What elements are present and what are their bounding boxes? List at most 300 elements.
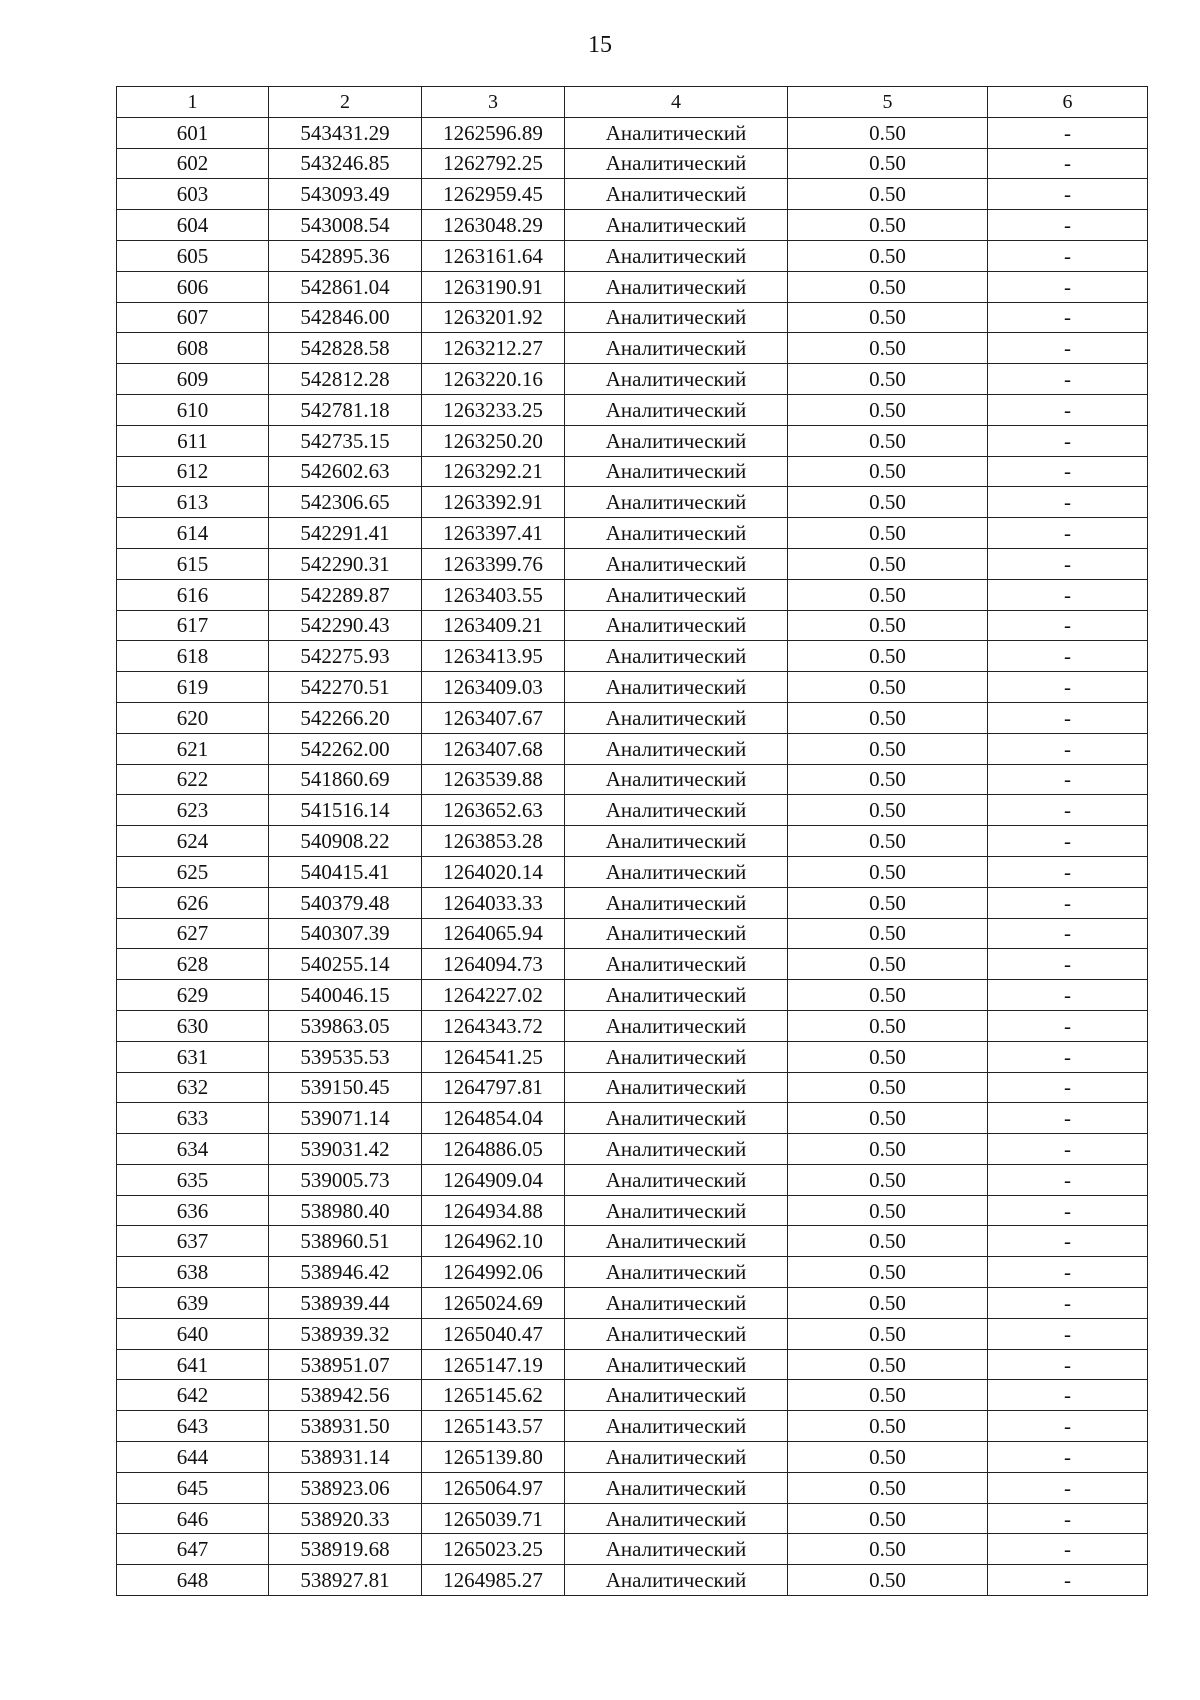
note-cell: - xyxy=(988,1072,1148,1103)
note-cell: - xyxy=(988,333,1148,364)
x-coordinate-cell: 538960.51 xyxy=(269,1226,422,1257)
x-coordinate-cell: 540046.15 xyxy=(269,980,422,1011)
table-row xyxy=(117,856,1148,887)
x-coordinate-cell: 539535.53 xyxy=(269,1041,422,1072)
point-number-cell: 615 xyxy=(117,548,269,579)
accuracy-cell: 0.50 xyxy=(788,548,988,579)
accuracy-cell: 0.50 xyxy=(788,1472,988,1503)
table-row xyxy=(117,949,1148,980)
accuracy-cell: 0.50 xyxy=(788,1195,988,1226)
note-cell: - xyxy=(988,918,1148,949)
accuracy-cell: 0.50 xyxy=(788,702,988,733)
y-coordinate-cell: 1265145.62 xyxy=(422,1380,565,1411)
x-coordinate-cell: 542602.63 xyxy=(269,456,422,487)
note-cell: - xyxy=(988,1041,1148,1072)
table-row xyxy=(117,148,1148,179)
method-cell: Аналитический xyxy=(565,826,788,857)
y-coordinate-cell: 1263190.91 xyxy=(422,271,565,302)
y-coordinate-cell: 1264033.33 xyxy=(422,887,565,918)
note-cell: - xyxy=(988,1164,1148,1195)
table-row xyxy=(117,980,1148,1011)
y-coordinate-cell: 1265039.71 xyxy=(422,1503,565,1534)
table-row xyxy=(117,1041,1148,1072)
table-row xyxy=(117,887,1148,918)
point-number-cell: 626 xyxy=(117,887,269,918)
method-cell: Аналитический xyxy=(565,856,788,887)
point-number-cell: 646 xyxy=(117,1503,269,1534)
accuracy-cell: 0.50 xyxy=(788,1010,988,1041)
table-body xyxy=(117,117,1148,1595)
x-coordinate-cell: 543246.85 xyxy=(269,148,422,179)
note-cell: - xyxy=(988,1134,1148,1165)
x-coordinate-cell: 541516.14 xyxy=(269,795,422,826)
table-row xyxy=(117,333,1148,364)
table-row xyxy=(117,1442,1148,1473)
accuracy-cell: 0.50 xyxy=(788,1288,988,1319)
y-coordinate-cell: 1264065.94 xyxy=(422,918,565,949)
table-header xyxy=(117,87,1148,118)
x-coordinate-cell: 542289.87 xyxy=(269,579,422,610)
x-coordinate-cell: 538942.56 xyxy=(269,1380,422,1411)
y-coordinate-cell: 1264985.27 xyxy=(422,1565,565,1596)
y-coordinate-cell: 1264909.04 xyxy=(422,1164,565,1195)
point-number-cell: 639 xyxy=(117,1288,269,1319)
accuracy-cell: 0.50 xyxy=(788,1134,988,1165)
y-coordinate-cell: 1263397.41 xyxy=(422,518,565,549)
note-cell: - xyxy=(988,394,1148,425)
x-coordinate-cell: 538931.50 xyxy=(269,1411,422,1442)
note-cell: - xyxy=(988,641,1148,672)
x-coordinate-cell: 542895.36 xyxy=(269,240,422,271)
note-cell: - xyxy=(988,610,1148,641)
point-number-cell: 635 xyxy=(117,1164,269,1195)
y-coordinate-cell: 1265147.19 xyxy=(422,1349,565,1380)
y-coordinate-cell: 1263201.92 xyxy=(422,302,565,333)
accuracy-cell: 0.50 xyxy=(788,271,988,302)
note-cell: - xyxy=(988,764,1148,795)
note-cell: - xyxy=(988,1565,1148,1596)
accuracy-cell: 0.50 xyxy=(788,117,988,148)
method-cell: Аналитический xyxy=(565,1472,788,1503)
y-coordinate-cell: 1264227.02 xyxy=(422,980,565,1011)
y-coordinate-cell: 1263212.27 xyxy=(422,333,565,364)
x-coordinate-cell: 538980.40 xyxy=(269,1195,422,1226)
note-cell: - xyxy=(988,949,1148,980)
y-coordinate-cell: 1263399.76 xyxy=(422,548,565,579)
x-coordinate-cell: 538923.06 xyxy=(269,1472,422,1503)
y-coordinate-cell: 1264343.72 xyxy=(422,1010,565,1041)
accuracy-cell: 0.50 xyxy=(788,826,988,857)
x-coordinate-cell: 542735.15 xyxy=(269,425,422,456)
note-cell: - xyxy=(988,795,1148,826)
y-coordinate-cell: 1263048.29 xyxy=(422,210,565,241)
point-number-cell: 645 xyxy=(117,1472,269,1503)
table-row xyxy=(117,456,1148,487)
note-cell: - xyxy=(988,1318,1148,1349)
accuracy-cell: 0.50 xyxy=(788,949,988,980)
table-row xyxy=(117,394,1148,425)
table-row xyxy=(117,579,1148,610)
method-cell: Аналитический xyxy=(565,240,788,271)
point-number-cell: 611 xyxy=(117,425,269,456)
point-number-cell: 638 xyxy=(117,1257,269,1288)
point-number-cell: 637 xyxy=(117,1226,269,1257)
table-row xyxy=(117,518,1148,549)
point-number-cell: 601 xyxy=(117,117,269,148)
table-row xyxy=(117,1472,1148,1503)
accuracy-cell: 0.50 xyxy=(788,795,988,826)
point-number-cell: 620 xyxy=(117,702,269,733)
method-cell: Аналитический xyxy=(565,1380,788,1411)
method-cell: Аналитический xyxy=(565,1134,788,1165)
accuracy-cell: 0.50 xyxy=(788,1226,988,1257)
accuracy-cell: 0.50 xyxy=(788,148,988,179)
y-coordinate-cell: 1264962.10 xyxy=(422,1226,565,1257)
note-cell: - xyxy=(988,702,1148,733)
method-cell: Аналитический xyxy=(565,210,788,241)
method-cell: Аналитический xyxy=(565,1534,788,1565)
table-row xyxy=(117,1072,1148,1103)
accuracy-cell: 0.50 xyxy=(788,764,988,795)
method-cell: Аналитический xyxy=(565,1072,788,1103)
accuracy-cell: 0.50 xyxy=(788,179,988,210)
point-number-cell: 627 xyxy=(117,918,269,949)
point-number-cell: 632 xyxy=(117,1072,269,1103)
x-coordinate-cell: 540379.48 xyxy=(269,887,422,918)
method-cell: Аналитический xyxy=(565,1041,788,1072)
accuracy-cell: 0.50 xyxy=(788,210,988,241)
x-coordinate-cell: 538927.81 xyxy=(269,1565,422,1596)
method-cell: Аналитический xyxy=(565,425,788,456)
y-coordinate-cell: 1264541.25 xyxy=(422,1041,565,1072)
y-coordinate-cell: 1263292.21 xyxy=(422,456,565,487)
point-number-cell: 630 xyxy=(117,1010,269,1041)
accuracy-cell: 0.50 xyxy=(788,1503,988,1534)
table-row xyxy=(117,1257,1148,1288)
coordinates-table xyxy=(116,86,1148,1596)
point-number-cell: 621 xyxy=(117,733,269,764)
y-coordinate-cell: 1264992.06 xyxy=(422,1257,565,1288)
accuracy-cell: 0.50 xyxy=(788,364,988,395)
x-coordinate-cell: 542290.43 xyxy=(269,610,422,641)
column-header-4: 4 xyxy=(565,87,788,118)
y-coordinate-cell: 1262596.89 xyxy=(422,117,565,148)
note-cell: - xyxy=(988,1288,1148,1319)
y-coordinate-cell: 1264854.04 xyxy=(422,1103,565,1134)
y-coordinate-cell: 1264797.81 xyxy=(422,1072,565,1103)
y-coordinate-cell: 1265040.47 xyxy=(422,1318,565,1349)
y-coordinate-cell: 1263539.88 xyxy=(422,764,565,795)
x-coordinate-cell: 538919.68 xyxy=(269,1534,422,1565)
y-coordinate-cell: 1263233.25 xyxy=(422,394,565,425)
table-row xyxy=(117,672,1148,703)
y-coordinate-cell: 1263652.63 xyxy=(422,795,565,826)
point-number-cell: 633 xyxy=(117,1103,269,1134)
accuracy-cell: 0.50 xyxy=(788,1380,988,1411)
accuracy-cell: 0.50 xyxy=(788,1442,988,1473)
x-coordinate-cell: 542861.04 xyxy=(269,271,422,302)
note-cell: - xyxy=(988,210,1148,241)
x-coordinate-cell: 539863.05 xyxy=(269,1010,422,1041)
accuracy-cell: 0.50 xyxy=(788,1565,988,1596)
table-row xyxy=(117,1288,1148,1319)
note-cell: - xyxy=(988,487,1148,518)
point-number-cell: 647 xyxy=(117,1534,269,1565)
table-row xyxy=(117,733,1148,764)
table-row xyxy=(117,641,1148,672)
table-row xyxy=(117,826,1148,857)
y-coordinate-cell: 1265143.57 xyxy=(422,1411,565,1442)
accuracy-cell: 0.50 xyxy=(788,394,988,425)
y-coordinate-cell: 1263407.67 xyxy=(422,702,565,733)
method-cell: Аналитический xyxy=(565,1318,788,1349)
method-cell: Аналитический xyxy=(565,1503,788,1534)
accuracy-cell: 0.50 xyxy=(788,733,988,764)
note-cell: - xyxy=(988,518,1148,549)
note-cell: - xyxy=(988,980,1148,1011)
accuracy-cell: 0.50 xyxy=(788,856,988,887)
note-cell: - xyxy=(988,856,1148,887)
note-cell: - xyxy=(988,826,1148,857)
x-coordinate-cell: 538939.44 xyxy=(269,1288,422,1319)
note-cell: - xyxy=(988,1349,1148,1380)
method-cell: Аналитический xyxy=(565,1565,788,1596)
note-cell: - xyxy=(988,456,1148,487)
point-number-cell: 613 xyxy=(117,487,269,518)
x-coordinate-cell: 540255.14 xyxy=(269,949,422,980)
accuracy-cell: 0.50 xyxy=(788,918,988,949)
y-coordinate-cell: 1263161.64 xyxy=(422,240,565,271)
x-coordinate-cell: 539005.73 xyxy=(269,1164,422,1195)
point-number-cell: 614 xyxy=(117,518,269,549)
point-number-cell: 602 xyxy=(117,148,269,179)
note-cell: - xyxy=(988,364,1148,395)
point-number-cell: 603 xyxy=(117,179,269,210)
note-cell: - xyxy=(988,733,1148,764)
y-coordinate-cell: 1264886.05 xyxy=(422,1134,565,1165)
column-header-3: 3 xyxy=(422,87,565,118)
accuracy-cell: 0.50 xyxy=(788,887,988,918)
y-coordinate-cell: 1262792.25 xyxy=(422,148,565,179)
table-row xyxy=(117,1164,1148,1195)
header-row xyxy=(117,87,1148,118)
accuracy-cell: 0.50 xyxy=(788,610,988,641)
table-row xyxy=(117,210,1148,241)
method-cell: Аналитический xyxy=(565,148,788,179)
note-cell: - xyxy=(988,1226,1148,1257)
table-row xyxy=(117,271,1148,302)
accuracy-cell: 0.50 xyxy=(788,1164,988,1195)
y-coordinate-cell: 1263250.20 xyxy=(422,425,565,456)
accuracy-cell: 0.50 xyxy=(788,1072,988,1103)
table-row xyxy=(117,764,1148,795)
y-coordinate-cell: 1263392.91 xyxy=(422,487,565,518)
point-number-cell: 619 xyxy=(117,672,269,703)
point-number-cell: 636 xyxy=(117,1195,269,1226)
y-coordinate-cell: 1263407.68 xyxy=(422,733,565,764)
note-cell: - xyxy=(988,1442,1148,1473)
x-coordinate-cell: 539150.45 xyxy=(269,1072,422,1103)
method-cell: Аналитический xyxy=(565,949,788,980)
y-coordinate-cell: 1264020.14 xyxy=(422,856,565,887)
method-cell: Аналитический xyxy=(565,1257,788,1288)
y-coordinate-cell: 1265024.69 xyxy=(422,1288,565,1319)
method-cell: Аналитический xyxy=(565,394,788,425)
y-coordinate-cell: 1265023.25 xyxy=(422,1534,565,1565)
table-row xyxy=(117,425,1148,456)
method-cell: Аналитический xyxy=(565,1010,788,1041)
point-number-cell: 644 xyxy=(117,1442,269,1473)
table-row xyxy=(117,1010,1148,1041)
point-number-cell: 641 xyxy=(117,1349,269,1380)
x-coordinate-cell: 542270.51 xyxy=(269,672,422,703)
method-cell: Аналитический xyxy=(565,364,788,395)
table-row xyxy=(117,179,1148,210)
column-header-2: 2 xyxy=(269,87,422,118)
method-cell: Аналитический xyxy=(565,456,788,487)
y-coordinate-cell: 1263409.03 xyxy=(422,672,565,703)
x-coordinate-cell: 542275.93 xyxy=(269,641,422,672)
y-coordinate-cell: 1263853.28 xyxy=(422,826,565,857)
accuracy-cell: 0.50 xyxy=(788,1534,988,1565)
point-number-cell: 612 xyxy=(117,456,269,487)
method-cell: Аналитический xyxy=(565,795,788,826)
table-row xyxy=(117,1349,1148,1380)
column-header-6: 6 xyxy=(988,87,1148,118)
method-cell: Аналитический xyxy=(565,1349,788,1380)
point-number-cell: 609 xyxy=(117,364,269,395)
note-cell: - xyxy=(988,302,1148,333)
method-cell: Аналитический xyxy=(565,610,788,641)
x-coordinate-cell: 538931.14 xyxy=(269,1442,422,1473)
method-cell: Аналитический xyxy=(565,1103,788,1134)
page-number: 15 xyxy=(588,32,612,58)
method-cell: Аналитический xyxy=(565,333,788,364)
accuracy-cell: 0.50 xyxy=(788,1349,988,1380)
table-row xyxy=(117,487,1148,518)
table-row xyxy=(117,1565,1148,1596)
point-number-cell: 610 xyxy=(117,394,269,425)
method-cell: Аналитический xyxy=(565,487,788,518)
table-row xyxy=(117,918,1148,949)
accuracy-cell: 0.50 xyxy=(788,1411,988,1442)
note-cell: - xyxy=(988,1534,1148,1565)
x-coordinate-cell: 540415.41 xyxy=(269,856,422,887)
x-coordinate-cell: 542262.00 xyxy=(269,733,422,764)
note-cell: - xyxy=(988,271,1148,302)
point-number-cell: 617 xyxy=(117,610,269,641)
method-cell: Аналитический xyxy=(565,980,788,1011)
table-row xyxy=(117,117,1148,148)
y-coordinate-cell: 1263413.95 xyxy=(422,641,565,672)
point-number-cell: 648 xyxy=(117,1565,269,1596)
accuracy-cell: 0.50 xyxy=(788,518,988,549)
point-number-cell: 608 xyxy=(117,333,269,364)
point-number-cell: 607 xyxy=(117,302,269,333)
point-number-cell: 631 xyxy=(117,1041,269,1072)
method-cell: Аналитический xyxy=(565,733,788,764)
x-coordinate-cell: 543093.49 xyxy=(269,179,422,210)
note-cell: - xyxy=(988,148,1148,179)
point-number-cell: 622 xyxy=(117,764,269,795)
accuracy-cell: 0.50 xyxy=(788,425,988,456)
method-cell: Аналитический xyxy=(565,1195,788,1226)
note-cell: - xyxy=(988,579,1148,610)
x-coordinate-cell: 538920.33 xyxy=(269,1503,422,1534)
point-number-cell: 624 xyxy=(117,826,269,857)
x-coordinate-cell: 542266.20 xyxy=(269,702,422,733)
x-coordinate-cell: 542781.18 xyxy=(269,394,422,425)
accuracy-cell: 0.50 xyxy=(788,456,988,487)
table-row xyxy=(117,1318,1148,1349)
note-cell: - xyxy=(988,1195,1148,1226)
method-cell: Аналитический xyxy=(565,887,788,918)
point-number-cell: 605 xyxy=(117,240,269,271)
table-row xyxy=(117,795,1148,826)
x-coordinate-cell: 538939.32 xyxy=(269,1318,422,1349)
table-row xyxy=(117,1134,1148,1165)
point-number-cell: 618 xyxy=(117,641,269,672)
x-coordinate-cell: 543008.54 xyxy=(269,210,422,241)
y-coordinate-cell: 1264094.73 xyxy=(422,949,565,980)
column-header-5: 5 xyxy=(788,87,988,118)
table-row xyxy=(117,1380,1148,1411)
table-row xyxy=(117,702,1148,733)
point-number-cell: 629 xyxy=(117,980,269,1011)
y-coordinate-cell: 1264934.88 xyxy=(422,1195,565,1226)
x-coordinate-cell: 540908.22 xyxy=(269,826,422,857)
x-coordinate-cell: 542291.41 xyxy=(269,518,422,549)
accuracy-cell: 0.50 xyxy=(788,579,988,610)
x-coordinate-cell: 539031.42 xyxy=(269,1134,422,1165)
accuracy-cell: 0.50 xyxy=(788,240,988,271)
accuracy-cell: 0.50 xyxy=(788,641,988,672)
table-row xyxy=(117,302,1148,333)
table-row xyxy=(117,1103,1148,1134)
accuracy-cell: 0.50 xyxy=(788,302,988,333)
table-row xyxy=(117,610,1148,641)
method-cell: Аналитический xyxy=(565,1164,788,1195)
column-header-1: 1 xyxy=(117,87,269,118)
accuracy-cell: 0.50 xyxy=(788,1041,988,1072)
point-number-cell: 640 xyxy=(117,1318,269,1349)
note-cell: - xyxy=(988,1411,1148,1442)
accuracy-cell: 0.50 xyxy=(788,487,988,518)
point-number-cell: 634 xyxy=(117,1134,269,1165)
y-coordinate-cell: 1263403.55 xyxy=(422,579,565,610)
point-number-cell: 623 xyxy=(117,795,269,826)
method-cell: Аналитический xyxy=(565,1442,788,1473)
x-coordinate-cell: 543431.29 xyxy=(269,117,422,148)
note-cell: - xyxy=(988,1257,1148,1288)
x-coordinate-cell: 542846.00 xyxy=(269,302,422,333)
note-cell: - xyxy=(988,179,1148,210)
x-coordinate-cell: 542306.65 xyxy=(269,487,422,518)
method-cell: Аналитический xyxy=(565,302,788,333)
x-coordinate-cell: 542828.58 xyxy=(269,333,422,364)
method-cell: Аналитический xyxy=(565,1288,788,1319)
x-coordinate-cell: 542290.31 xyxy=(269,548,422,579)
method-cell: Аналитический xyxy=(565,548,788,579)
note-cell: - xyxy=(988,240,1148,271)
method-cell: Аналитический xyxy=(565,579,788,610)
note-cell: - xyxy=(988,548,1148,579)
note-cell: - xyxy=(988,1010,1148,1041)
accuracy-cell: 0.50 xyxy=(788,1103,988,1134)
x-coordinate-cell: 542812.28 xyxy=(269,364,422,395)
method-cell: Аналитический xyxy=(565,702,788,733)
point-number-cell: 642 xyxy=(117,1380,269,1411)
